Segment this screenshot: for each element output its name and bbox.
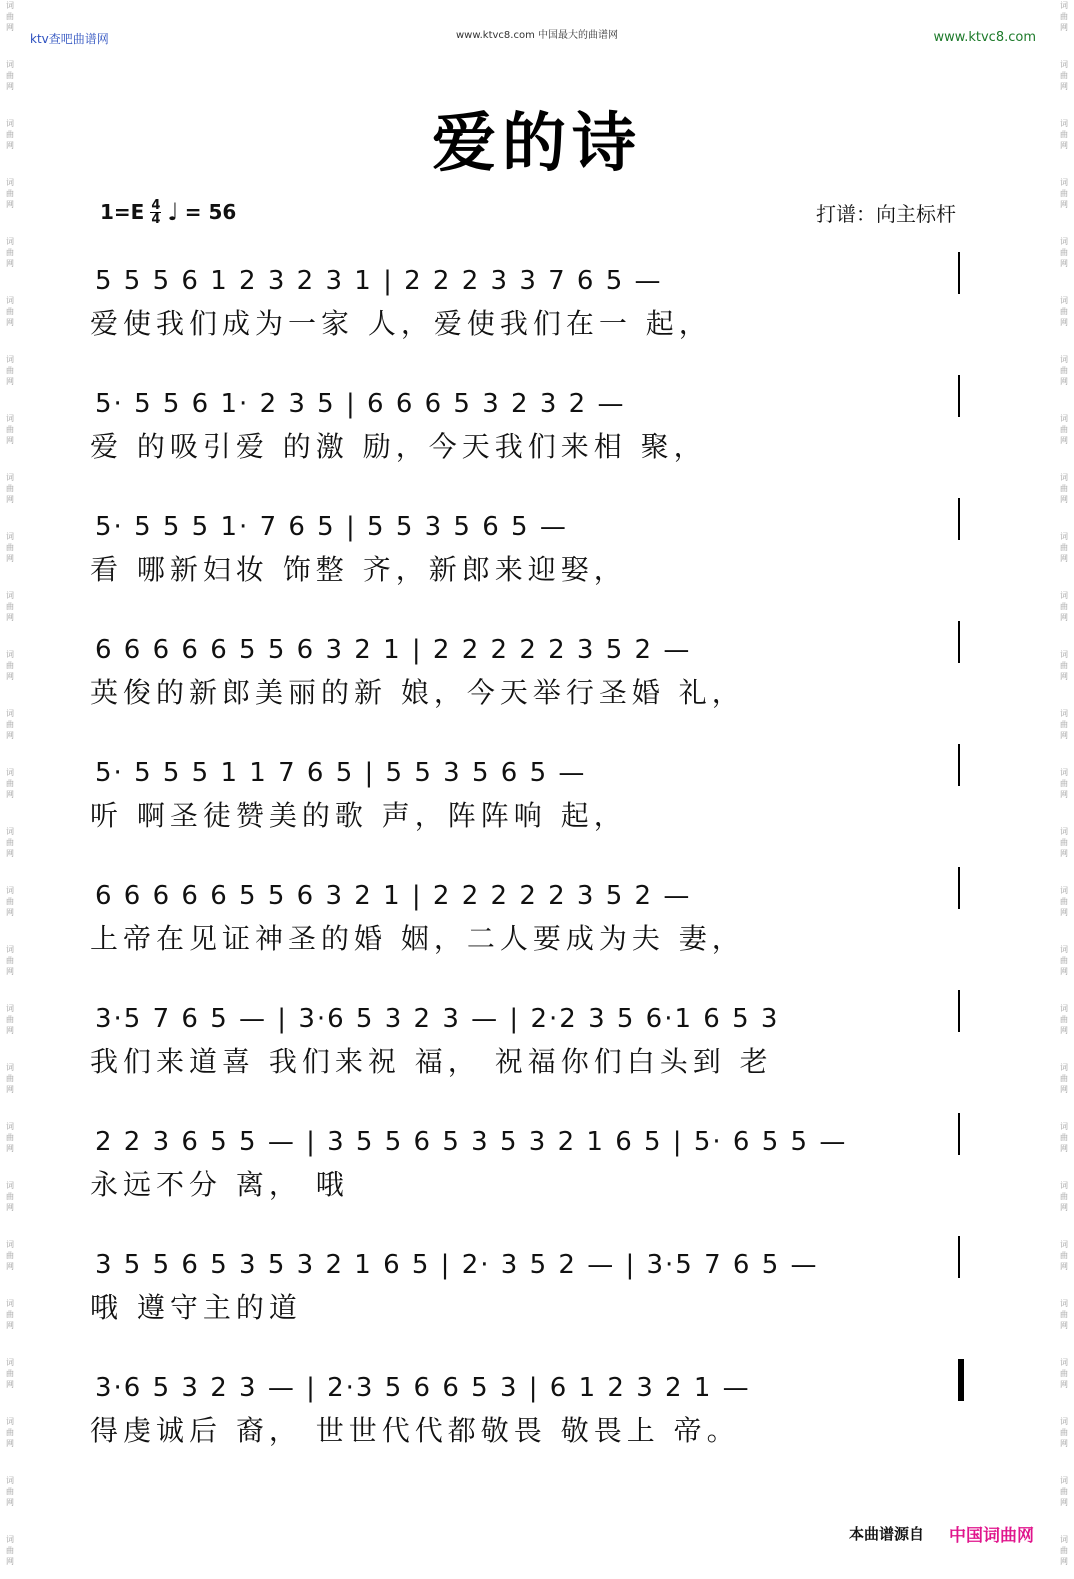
watermark-text: 词 曲 网	[1060, 1240, 1068, 1271]
watermark-text: 词 曲 网	[1060, 1122, 1068, 1153]
notation-line: 6 6 6 6 6 5 5 6 3 2 1 | 2 2 2 2 2 3 5 2 —	[95, 881, 692, 911]
header-site-right[interactable]: www.ktvc8.com	[933, 30, 1036, 45]
watermark-text: 词 曲 网	[6, 1004, 14, 1035]
watermark-text: 词 曲 网	[1060, 1535, 1068, 1566]
watermark-text: 词 曲 网	[6, 1535, 14, 1566]
source-label: 本曲谱源自	[848, 1525, 924, 1543]
watermark-text: 词 曲 网	[1060, 1476, 1068, 1507]
score-system	[0, 508, 1074, 618]
key-label: 1=E	[100, 200, 145, 224]
notation-line: 6 6 6 6 6 5 5 6 3 2 1 | 2 2 2 2 2 3 5 2 —	[95, 635, 692, 665]
watermark-text: 词 曲 网	[1060, 532, 1068, 563]
transcriber-credit: 打谱：向主标杆	[816, 202, 956, 226]
watermark-text: 词 曲 网	[6, 1122, 14, 1153]
bar-line	[958, 744, 960, 786]
notation-line: 5· 5 5 5 1· 7 6 5 | 5 5 3 5 6 5 —	[95, 512, 568, 542]
watermark-text: 词 曲 网	[1060, 414, 1068, 445]
score-system	[0, 1369, 1074, 1479]
bar-line	[958, 867, 960, 909]
notation-line: 5· 5 5 6 1· 2 3 5 | 6 6 6 5 3 2 3 2 —	[95, 389, 626, 419]
watermark-text: 词 曲 网	[1060, 1358, 1068, 1389]
score-system	[0, 385, 1074, 495]
lyrics-line: 上帝在见证神圣的婚 姻，二人要成为夫 妻，	[90, 922, 745, 955]
watermark-text: 词 曲 网	[1060, 650, 1068, 681]
bar-line	[958, 621, 960, 663]
bar-line	[958, 375, 960, 417]
bar-line	[958, 252, 960, 294]
lyrics-line: 爱使我们成为一家 人，爱使我们在一 起，	[90, 307, 712, 340]
watermark-text: 词 曲 网	[6, 1358, 14, 1389]
watermark-text: 词 曲 网	[1060, 355, 1068, 386]
bar-line	[958, 1113, 960, 1155]
lyrics-line: 我们来道喜 我们来祝 福， 祝福你们白头到 老	[90, 1045, 773, 1078]
notation-line: 3·5 7 6 5 — | 3·6 5 3 2 3 — | 2·2 3 5 6·1 6 5 3	[95, 1004, 780, 1034]
watermark-text: 词 曲 网	[6, 1299, 14, 1330]
watermark-text: 词 曲 网	[1060, 945, 1068, 976]
watermark-text: 词 曲 网	[1060, 237, 1068, 268]
score-system	[0, 631, 1074, 741]
notation-line: 2 2 3 6 5 5 — | 3 5 5 6 5 3 5 3 2 1 6 5 | 5· 6 5 5 —	[95, 1127, 848, 1157]
watermark-text: 词 曲 网	[1060, 1063, 1068, 1094]
watermark-text: 词 曲 网	[1060, 1, 1068, 32]
watermark-text: 词 曲 网	[6, 60, 14, 91]
watermark-text: 词 曲 网	[6, 1476, 14, 1507]
lyrics-line: 哦 遵守主的道	[90, 1291, 302, 1324]
watermark-text: 词 曲 网	[6, 768, 14, 799]
watermark-text: 词 曲 网	[6, 827, 14, 858]
watermark-text: 词 曲 网	[6, 296, 14, 327]
watermark-text: 词 曲 网	[1060, 178, 1068, 209]
song-title: 爱的诗	[432, 106, 642, 181]
watermark-text: 词 曲 网	[6, 1, 14, 32]
score-system	[0, 262, 1074, 372]
tempo-value: = 56	[184, 200, 237, 224]
watermark-text: 词 曲 网	[6, 414, 14, 445]
watermark-text: 词 曲 网	[6, 1181, 14, 1212]
watermark-text: 词 曲 网	[1060, 768, 1068, 799]
watermark-text: 词 曲 网	[6, 709, 14, 740]
notation-line: 5· 5 5 5 1 1 7 6 5 | 5 5 3 5 6 5 —	[95, 758, 587, 788]
watermark-text: 词 曲 网	[6, 886, 14, 917]
watermark-text: 词 曲 网	[1060, 1417, 1068, 1448]
lyrics-line: 听 啊圣徒赞美的歌 声，阵阵响 起，	[90, 799, 627, 832]
score-system	[0, 877, 1074, 987]
bar-line	[958, 990, 960, 1032]
quarter-note-icon: ♩	[167, 198, 179, 226]
bar-line	[958, 498, 960, 540]
key-signature	[100, 198, 236, 226]
watermark-text: 词 曲 网	[6, 532, 14, 563]
lyrics-line: 英俊的新郎美丽的新 娘，今天举行圣婚 礼，	[90, 676, 745, 709]
watermark-text: 词 曲 网	[6, 473, 14, 504]
watermark-text: 词 曲 网	[1060, 591, 1068, 622]
score-system	[0, 1000, 1074, 1110]
header-site-center[interactable]: www.ktvc8.com 中国最大的曲谱网	[455, 30, 618, 41]
time-signature	[150, 199, 161, 226]
score-system	[0, 754, 1074, 864]
score-system	[0, 1246, 1074, 1356]
watermark-text: 词 曲 网	[1060, 886, 1068, 917]
watermark-text: 词 曲 网	[6, 355, 14, 386]
watermark-text: 词 曲 网	[1060, 119, 1068, 150]
watermark-text: 词 曲 网	[6, 591, 14, 622]
watermark-text: 词 曲 网	[6, 119, 14, 150]
watermark-text: 词 曲 网	[6, 1417, 14, 1448]
watermark-text: 词 曲 网	[6, 237, 14, 268]
time-bottom: 4	[151, 211, 161, 227]
bar-line	[958, 1236, 960, 1278]
watermark-text: 词 曲 网	[1060, 1181, 1068, 1212]
watermark-text: 词 曲 网	[1060, 827, 1068, 858]
notation-line: 3 5 5 6 5 3 5 3 2 1 6 5 | 2· 3 5 2 — | 3·5 7 6 5 —	[95, 1250, 819, 1280]
notation-line: 3·6 5 3 2 3 — | 2·3 5 6 6 5 3 | 6 1 2 3 2 1 —	[95, 1373, 751, 1403]
watermark-text: 词 曲 网	[6, 1240, 14, 1271]
notation-line: 5 5 5 6 1 2 3 2 3 1 | 2 2 2 3 3 7 6 5 —	[95, 266, 663, 296]
watermark-text: 词 曲 网	[1060, 296, 1068, 327]
lyrics-line: 看 哪新妇妆 饰整 齐，新郎来迎娶，	[90, 553, 627, 586]
watermark-text: 词 曲 网	[1060, 1004, 1068, 1035]
bar-line	[958, 1359, 964, 1401]
watermark-text: 词 曲 网	[6, 650, 14, 681]
lyrics-line: 永远不分 离， 哦	[90, 1168, 349, 1201]
watermark-text: 词 曲 网	[6, 178, 14, 209]
watermark-text: 词 曲 网	[1060, 473, 1068, 504]
score-system	[0, 1123, 1074, 1233]
time-top: 4	[151, 197, 161, 213]
watermark-text: 词 曲 网	[1060, 709, 1068, 740]
watermark-text: 词 曲 网	[1060, 1299, 1068, 1330]
header-site-left[interactable]: ktv查吧曲谱网	[30, 32, 109, 46]
watermark-text: 词 曲 网	[6, 1063, 14, 1094]
lyrics-line: 得虔诚后 裔， 世世代代都敬畏 敬畏上 帝。	[90, 1414, 740, 1447]
source-link[interactable]: 中国词曲网	[949, 1526, 1034, 1546]
watermark-text: 词 曲 网	[6, 945, 14, 976]
watermark-text: 词 曲 网	[1060, 60, 1068, 91]
lyrics-line: 爱 的吸引爱 的激 励，今天我们来相 聚，	[90, 430, 707, 463]
